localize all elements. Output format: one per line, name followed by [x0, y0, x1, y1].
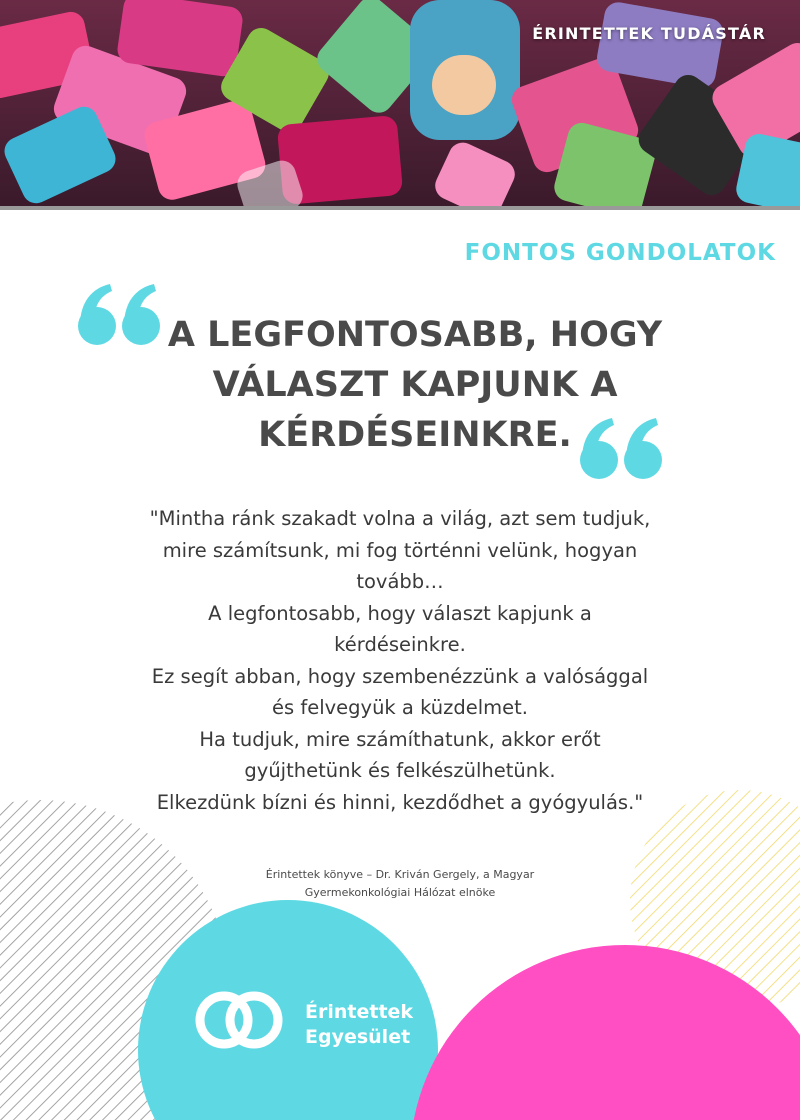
quote-line: gyűjthetünk és felkészülhetünk.: [244, 759, 556, 782]
logo-line-1: Érintettek: [305, 1001, 414, 1023]
brand-title: ÉRINTETTEK TUDÁSTÁR: [532, 24, 766, 43]
source-line: Érintettek könyve – Dr. Kriván Gergely, a Magyar: [265, 868, 535, 881]
quote-line: "Mintha ránk szakadt volna a világ, azt sem tudjuk,: [149, 507, 651, 530]
quote-body: [105, 503, 695, 818]
linked-rings-icon: [190, 984, 290, 1056]
logo-line-2: Egyesület: [305, 1026, 411, 1048]
source-line: Gyermekonkológiai Hálózat elnöke: [304, 886, 496, 899]
quote-line: kérdéseinkre.: [334, 633, 466, 656]
logo-text: [305, 1000, 413, 1050]
quote-source: [240, 866, 560, 902]
quote-line: Ez segít abban, hogy szembenézzünk a valósággal: [151, 664, 649, 688]
quote-line: tovább…: [356, 570, 444, 593]
quote-line: Elkezdünk bízni és hinni, kezdődhet a gyógyulás.": [156, 790, 644, 814]
headline-line: A LEGFONTOSABB, HOGY: [167, 315, 663, 355]
quote-line: Ha tudjuk, mire számíthatunk, akkor erőt: [199, 727, 601, 751]
headline: [150, 310, 680, 460]
quote-line: A legfontosabb, hogy választ kapjunk a: [208, 601, 592, 625]
quote-line: és felvegyük a küzdelmet.: [271, 696, 528, 719]
section-title: FONTOS GONDOLATOK: [464, 240, 776, 266]
headline-line: VÁLASZT KAPJUNK A: [212, 365, 618, 405]
quote-line: mire számítsunk, mi fog történni velünk, hogyan: [162, 538, 638, 562]
headline-line: KÉRDÉSEINKRE.: [258, 415, 572, 455]
